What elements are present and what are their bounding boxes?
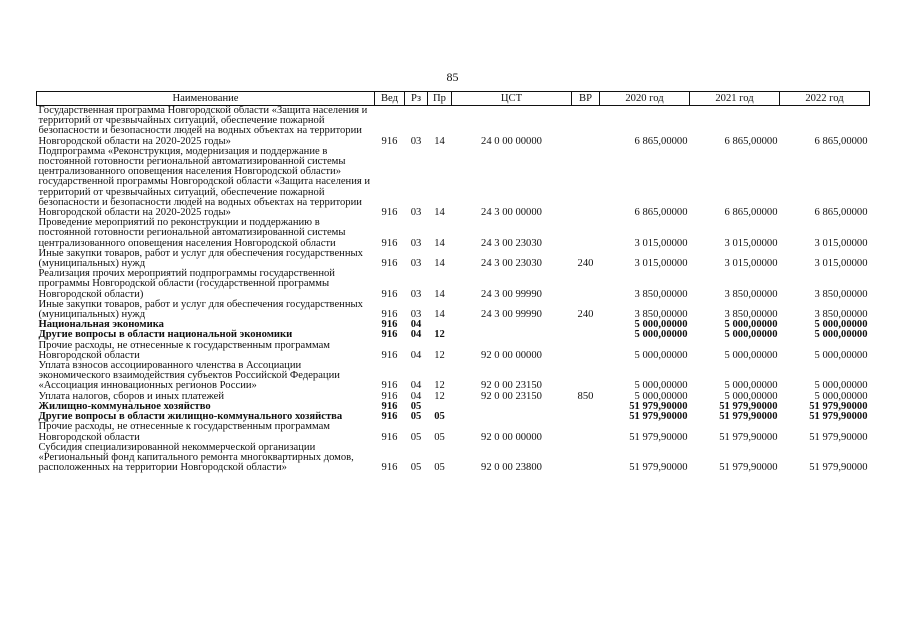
row-name: Уплата взносов ассоциированного членства в Ассоциации экономического взаимодействия субъектов Российской Федерации «Ассоциация инновационных регионов России» — [38, 360, 340, 392]
row-value-2022: 3 850,00000 — [814, 288, 868, 300]
row-value-2022: 6 865,00000 — [814, 135, 868, 147]
row-ved: 916 — [381, 431, 398, 443]
table-row — [37, 106, 870, 147]
row-rz: 04 — [410, 319, 422, 331]
row-name: Другие вопросы в области жилищно-коммунального хозяйства — [38, 411, 343, 423]
row-cst: 92 0 00 23150 — [481, 390, 542, 402]
row-value-2020: 3 015,00000 — [634, 258, 688, 270]
row-name: Субсидия специализированной некоммерческой организации «Региональный фонд капитального ремонта многоквартирных домов, расположенных на территории Новгородской области» — [38, 441, 354, 474]
row-value-2021: 51 979,90000 — [719, 400, 778, 412]
row-ved: 916 — [381, 349, 398, 361]
row-cst — [452, 330, 572, 340]
row-name: Иные закупки товаров, работ и услуг для обеспечения государственных (муниципальных) нужд — [38, 247, 363, 270]
row-name: Прочие расходы, не отнесенные к государственным программам Новгородской области — [38, 421, 330, 443]
row-name: Подпрограмма «Реконструкция, модернизация и поддержание в постоянной готовности региональной автоматизированной системы централизованного оповещения населения Новгородской области» государственной программы Новгородской области «Защита населения и территорий от чрезвычайных ситуаций, обеспечение пожарной безопасности и безопасности людей на водных объектах на территории Новгородской области на 2020-2025 годы» — [38, 145, 371, 219]
table-row — [37, 300, 870, 320]
row-rz: 04 — [410, 349, 422, 361]
row-pr: 14 — [434, 258, 445, 270]
row-ved: 916 — [381, 288, 398, 300]
row-value-2021: 6 865,00000 — [724, 135, 778, 147]
row-value-2022: 5 000,00000 — [814, 380, 868, 392]
row-ved: 916 — [381, 390, 398, 402]
row-ved: 916 — [381, 462, 398, 474]
row-value-2020: 51 979,90000 — [629, 431, 688, 443]
row-rz: 04 — [410, 329, 422, 341]
header-vr: ВР — [572, 92, 600, 106]
row-value-2020: 5 000,00000 — [634, 329, 688, 341]
row-ved: 916 — [381, 135, 398, 147]
row-ved: 916 — [381, 309, 398, 321]
row-value-2021: 5 000,00000 — [724, 349, 778, 361]
row-vr: 240 — [577, 309, 594, 321]
row-value-2021: 3 850,00000 — [724, 309, 778, 321]
row-name: Реализация прочих мероприятий подпрограммы государственной программы Новгородской области (государственной программы Новгородской области) — [38, 268, 335, 300]
row-value-2020: 5 000,00000 — [634, 349, 688, 361]
header-ved: Вед — [375, 92, 405, 106]
row-cst: 24 3 00 23030 — [481, 237, 542, 249]
row-pr: 12 — [434, 349, 445, 361]
row-cst: 24 3 00 99990 — [481, 288, 542, 300]
row-name: Прочие расходы, не отнесенные к государственным программам Новгородской области — [38, 339, 330, 361]
row-pr: 14 — [434, 207, 445, 219]
row-value-2020: 3 850,00000 — [634, 309, 688, 321]
row-name: Другие вопросы в области национальной экономики — [38, 329, 293, 341]
row-ved: 916 — [381, 329, 398, 341]
row-pr: 12 — [434, 380, 445, 392]
row-name: Иные закупки товаров, работ и услуг для обеспечения государственных (муниципальных) нужд — [38, 298, 363, 321]
row-pr: 12 — [434, 390, 445, 402]
row-ved: 916 — [381, 237, 398, 249]
row-vr — [572, 269, 600, 300]
row-rz: 05 — [410, 431, 422, 443]
row-rz: 03 — [410, 258, 422, 270]
row-rz: 03 — [410, 309, 422, 321]
row-cst — [452, 402, 572, 412]
row-value-2020: 5 000,00000 — [634, 380, 688, 392]
row-value-2022: 51 979,90000 — [809, 411, 868, 423]
row-value-2020: 6 865,00000 — [634, 135, 688, 147]
header-rz: Рз — [405, 92, 428, 106]
row-cst: 24 3 00 99990 — [481, 309, 542, 321]
row-pr: 12 — [434, 329, 445, 341]
row-value-2022: 6 865,00000 — [814, 207, 868, 219]
row-value-2021: 51 979,90000 — [719, 462, 778, 474]
row-value-2021: 5 000,00000 — [724, 329, 778, 341]
row-value-2021: 3 015,00000 — [724, 258, 778, 270]
row-name: Уплата налогов, сборов и иных платежей — [38, 390, 225, 402]
row-value-2020: 3 015,00000 — [634, 237, 688, 249]
row-value-2022: 5 000,00000 — [814, 390, 868, 402]
header-2022: 2022 год — [780, 92, 870, 106]
row-pr: 14 — [434, 288, 445, 300]
row-vr — [572, 361, 600, 392]
table-row — [37, 269, 870, 300]
row-rz: 03 — [410, 207, 422, 219]
table-row — [37, 218, 870, 249]
row-name: Жилищно-коммунальное хозяйство — [38, 400, 211, 412]
row-vr — [572, 330, 600, 340]
row-value-2022: 5 000,00000 — [814, 329, 868, 341]
row-cst: 24 3 00 23030 — [481, 258, 542, 270]
row-rz: 04 — [410, 390, 422, 402]
row-value-2022: 5 000,00000 — [814, 349, 868, 361]
row-value-2022: 51 979,90000 — [809, 400, 868, 412]
row-cst: 24 0 00 00000 — [481, 135, 542, 147]
row-value-2021: 5 000,00000 — [724, 380, 778, 392]
row-vr: 850 — [577, 390, 594, 402]
row-rz: 05 — [410, 400, 422, 412]
row-cst: 92 0 00 00000 — [481, 349, 542, 361]
row-ved: 916 — [381, 319, 398, 331]
row-value-2022: 5 000,00000 — [814, 319, 868, 331]
row-pr: 14 — [434, 237, 445, 249]
table-row — [37, 361, 870, 392]
row-vr — [572, 341, 600, 361]
row-rz: 03 — [410, 288, 422, 300]
row-value-2022: 3 850,00000 — [814, 309, 868, 321]
row-value-2021: 6 865,00000 — [724, 207, 778, 219]
row-cst: 92 0 00 23800 — [481, 462, 542, 474]
header-name: Наименование — [37, 92, 375, 106]
row-value-2020: 6 865,00000 — [634, 207, 688, 219]
row-vr — [572, 422, 600, 442]
table-row — [37, 147, 870, 218]
row-value-2022: 51 979,90000 — [809, 431, 868, 443]
row-cst — [452, 412, 572, 422]
header-2020: 2020 год — [600, 92, 690, 106]
row-value-2021: 3 015,00000 — [724, 237, 778, 249]
row-ved: 916 — [381, 258, 398, 270]
row-value-2020: 51 979,90000 — [629, 462, 688, 474]
row-rz: 04 — [410, 380, 422, 392]
row-rz: 05 — [410, 411, 422, 423]
row-cst: 92 0 00 23150 — [481, 380, 542, 392]
row-value-2021: 51 979,90000 — [719, 411, 778, 423]
row-pr: 14 — [434, 309, 445, 321]
row-value-2020: 5 000,00000 — [634, 319, 688, 331]
table-body — [37, 106, 870, 474]
row-value-2022: 3 015,00000 — [814, 258, 868, 270]
row-pr: 05 — [434, 411, 445, 423]
row-vr — [572, 443, 600, 474]
header-pr: Пр — [428, 92, 452, 106]
row-cst: 92 0 00 00000 — [481, 431, 542, 443]
table-row — [37, 249, 870, 269]
row-rz: 03 — [410, 135, 422, 147]
row-value-2020: 51 979,90000 — [629, 411, 688, 423]
row-value-2021: 5 000,00000 — [724, 319, 778, 331]
header-cst: ЦСТ — [452, 92, 572, 106]
row-value-2021: 51 979,90000 — [719, 431, 778, 443]
table-header-row — [37, 92, 870, 106]
row-vr — [572, 412, 600, 422]
row-ved: 916 — [381, 207, 398, 219]
row-rz: 03 — [410, 237, 422, 249]
row-cst: 24 3 00 00000 — [481, 207, 542, 219]
row-ved: 916 — [381, 411, 398, 423]
table-row — [37, 443, 870, 474]
row-vr — [572, 320, 600, 330]
row-value-2022: 51 979,90000 — [809, 462, 868, 474]
row-pr: 05 — [434, 462, 445, 474]
table-row — [37, 422, 870, 442]
row-vr — [572, 106, 600, 147]
row-value-2021: 5 000,00000 — [724, 390, 778, 402]
page-number: 85 — [446, 70, 459, 84]
row-name: Проведение мероприятий по реконструкции и поддержанию в постоянной готовности региональной автоматизированной системы централизованного оповещения населения Новгородской области — [38, 217, 346, 249]
row-name: Государственная программа Новгородской области «Защита населения и территорий от чрезвычайных ситуаций, обеспечение пожарной безопасности и безопасности людей на водных объектах на территории Новгородской области на 2020-2025 годы» — [38, 105, 368, 147]
row-value-2020: 5 000,00000 — [634, 390, 688, 402]
row-ved: 916 — [381, 380, 398, 392]
row-value-2020: 3 850,00000 — [634, 288, 688, 300]
row-value-2021: 3 850,00000 — [724, 288, 778, 300]
row-ved: 916 — [381, 400, 398, 412]
row-pr: 14 — [434, 135, 445, 147]
header-2021: 2021 год — [690, 92, 780, 106]
row-vr — [572, 147, 600, 218]
row-vr: 240 — [577, 258, 594, 270]
row-value-2020: 51 979,90000 — [629, 400, 688, 412]
row-name: Национальная экономика — [38, 319, 164, 331]
budget-table — [36, 91, 870, 473]
row-value-2022: 3 015,00000 — [814, 237, 868, 249]
row-rz: 05 — [410, 462, 422, 474]
row-pr: 05 — [434, 431, 445, 443]
table-row — [37, 341, 870, 361]
row-vr — [572, 218, 600, 249]
row-cst — [452, 320, 572, 330]
row-vr — [572, 402, 600, 412]
